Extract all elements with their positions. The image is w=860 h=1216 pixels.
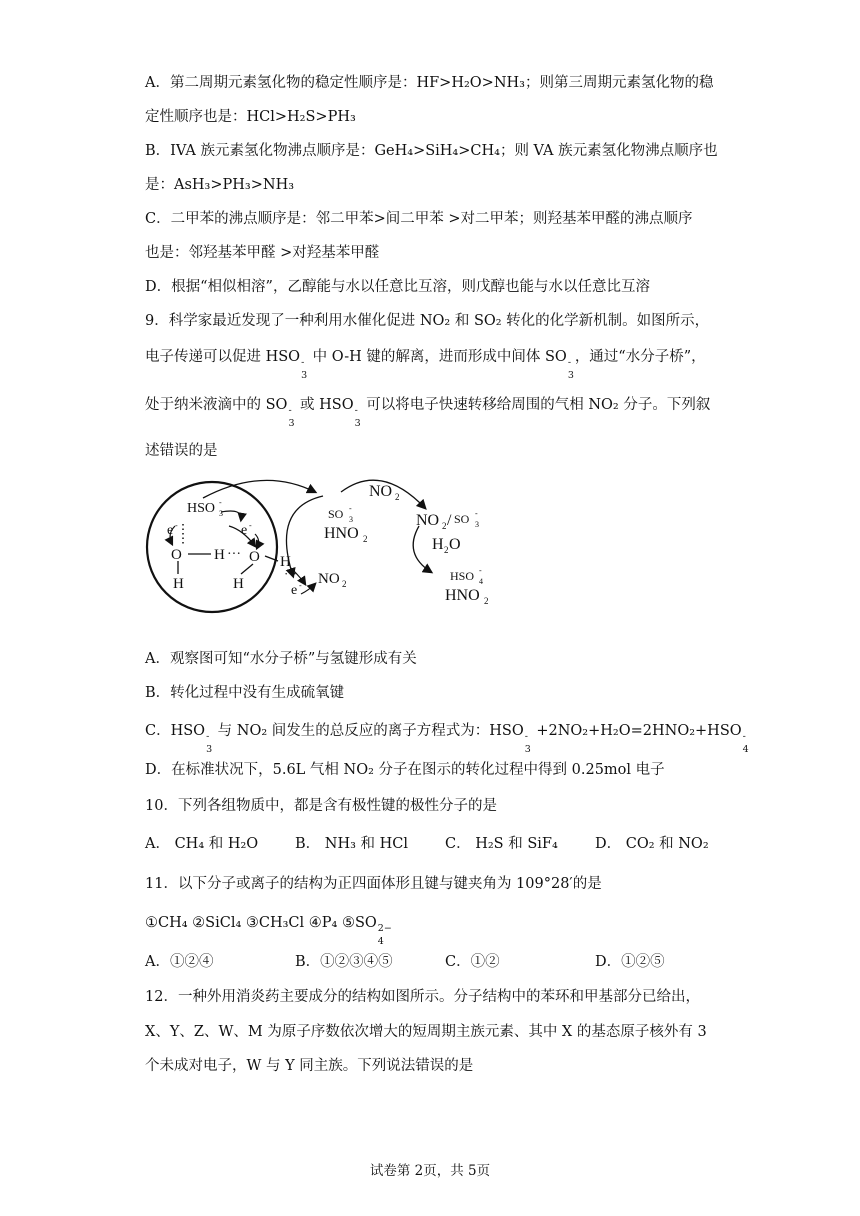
q11-option-a: A．①②④: [145, 954, 214, 970]
hso3-label: HSO: [187, 501, 216, 516]
so3-label: SO: [328, 507, 344, 521]
svg-text:-: -: [175, 521, 178, 530]
svg-text:H: H: [173, 576, 184, 592]
q12-stem-line2: X、Y、Z、W、M 为原子序数依次增大的短周期主族元素、其中 X 的基态原子核外有 3: [145, 1024, 707, 1040]
svg-text:2: 2: [342, 579, 347, 589]
q9-stem-line2: 电子传递可以促进 HSO - 3 中 O-H 键的解离，进而形成中间体 SO - 3 ，通过“水分子桥”，: [145, 349, 706, 381]
electron-label: e: [241, 523, 248, 538]
h2o-label: H: [432, 536, 444, 553]
svg-text:H: H: [214, 547, 225, 563]
hso4-label: HSO: [450, 569, 475, 583]
q11-stem: 11．以下分子或离子的结构为正四面体形且键与键夹角为 109°28′的是: [145, 876, 602, 892]
hno2-product-label: HNO: [445, 587, 480, 604]
q10-stem: 10．下列各组物质中，都是含有极性键的极性分子的是: [145, 798, 497, 814]
no2-label: NO: [318, 571, 340, 587]
q11-option-d: D．①②⑤: [595, 954, 665, 970]
svg-text:2: 2: [444, 545, 449, 555]
svg-text:2: 2: [395, 492, 400, 502]
q9-stem-line3: 处于纳米液滴中的 SO - 3 或 HSO - 3 可以将电子快速转移给周围的气相 NO₂ 分子。下列叙: [145, 397, 711, 429]
q8-option-c-line2: 也是：邻羟基苯甲醛 >对羟基苯甲醛: [145, 245, 380, 261]
svg-text:O: O: [249, 549, 260, 565]
q8-option-d: D．根据“相似相溶”，乙醇能与水以任意比互溶，则戊醇也能与水以任意比互溶: [145, 279, 650, 295]
q10-option-b: B． NH₃ 和 HCl: [295, 836, 409, 852]
svg-text:4: 4: [479, 577, 483, 586]
svg-text:-: -: [219, 498, 222, 507]
q8-option-a-line2: 定性顺序也是：HCl>H₂S>PH₃: [145, 109, 356, 125]
q11-option-b: B．①②③④⑤: [295, 954, 393, 970]
hno2-label: HNO: [324, 525, 359, 542]
reaction-mechanism-diagram: [143, 468, 513, 628]
q10-option-d: D． CO₂ 和 NO₂: [595, 836, 709, 852]
svg-text:3: 3: [349, 515, 353, 524]
svg-text:O: O: [171, 547, 182, 563]
q9-option-a: A．观察图可知“水分子桥”与氢键形成有关: [145, 651, 417, 667]
svg-text:H: H: [280, 554, 291, 570]
page-footer: 试卷第 2页，共 5页: [369, 1163, 491, 1179]
q8-option-a-line1: A．第二周期元素氢化物的稳定性顺序是：HF>H₂O>NH₃；则第三周期元素氢化物的稳: [145, 75, 714, 91]
q10-option-a: A． CH₄ 和 H₂O: [145, 836, 259, 852]
svg-text:O: O: [449, 536, 461, 553]
no2-so3-label: NO: [416, 512, 440, 529]
svg-text:-: -: [475, 509, 478, 518]
q8-option-b-line2: 是：AsH₃>PH₃>NH₃: [145, 177, 295, 193]
q12-stem-line3: 个未成对电子，W 与 Y 同主族。下列说法错误的是: [145, 1058, 474, 1074]
svg-text:3: 3: [475, 520, 479, 529]
svg-text:···: ···: [284, 566, 297, 581]
q9-option-d: D．在标准状况下，5.6L 气相 NO₂ 分子在图示的转化过程中得到 0.25mol 电子: [145, 762, 665, 778]
q12-stem-line1: 12．一种外用消炎药主要成分的结构如图所示。分子结构中的苯环和甲基部分已给出，: [145, 989, 700, 1005]
q8-option-c-line1: C．二甲苯的沸点顺序是：邻二甲苯>间二甲苯 >对二甲苯；则羟基苯甲醛的沸点顺序: [145, 211, 693, 227]
q9-option-b: B．转化过程中没有生成硫氧键: [145, 685, 345, 701]
svg-text:-: -: [479, 566, 482, 575]
svg-text:2: 2: [363, 534, 368, 544]
svg-text:-: -: [299, 581, 302, 590]
q8-option-b-line1: B．IVA 族元素氢化物沸点顺序是：GeH₄>SiH₄>CH₄；则 VA 族元素氢化物沸点顺序也: [145, 143, 718, 159]
svg-text:-: -: [349, 504, 352, 513]
svg-text:···: ···: [227, 547, 241, 562]
svg-text:SO: SO: [454, 512, 470, 526]
q9-stem-line1: 9．科学家最近发现了一种利用水催化促进 NO₂ 和 SO₂ 转化的化学新机制。如图所示，: [145, 313, 710, 329]
electron-label: e: [291, 583, 298, 598]
svg-text:-: -: [249, 521, 252, 530]
svg-text:H: H: [233, 576, 244, 592]
no2-label: NO: [369, 483, 393, 500]
svg-text:3: 3: [219, 509, 223, 518]
q10-option-c: C． H₂S 和 SiF₄: [445, 836, 558, 852]
electron-label: e: [167, 523, 174, 538]
q9-option-c: C．HSO - 3 与 NO₂ 间发生的总反应的离子方程式为：HSO - 3 +2NO₂+H₂O=2HNO₂+HSO - 4: [145, 723, 749, 755]
q11-option-c: C．①②: [445, 954, 500, 970]
svg-text:2: 2: [442, 521, 447, 531]
svg-text:/: /: [447, 512, 452, 529]
svg-text:2: 2: [484, 596, 489, 606]
q9-stem-line4: 述错误的是: [145, 443, 218, 459]
q11-items: ①CH₄ ②SiCl₄ ③CH₃Cl ④P₄ ⑤SO 2− 4: [145, 915, 392, 947]
